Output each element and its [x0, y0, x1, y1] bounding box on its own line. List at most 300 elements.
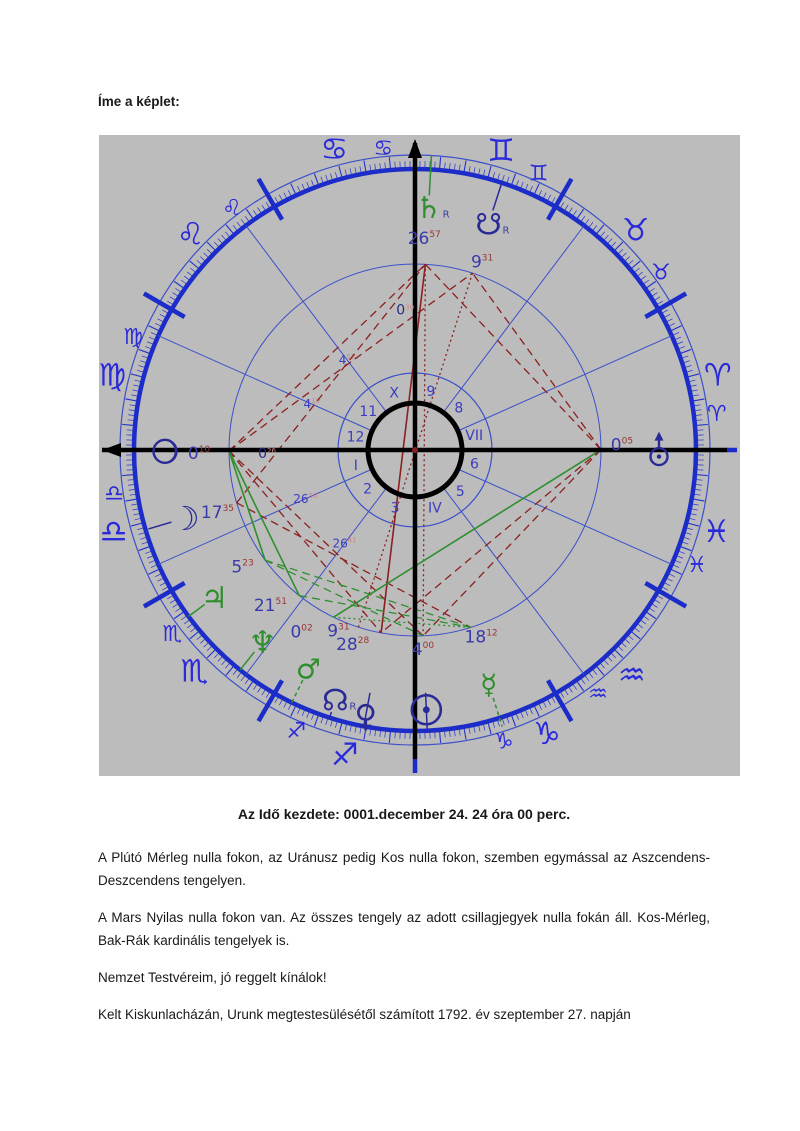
degree-tick [680, 349, 691, 353]
axis-degree-label: $0^{30}$ [396, 302, 415, 319]
degree-tick [170, 599, 176, 603]
degree-tick [525, 184, 528, 190]
planet-saturn-degree-label: $26^{57}$ [407, 229, 441, 250]
paragraph-mars-axes: A Mars Nyilas nulla fokon van. Az összes tengely az adott csillagjegyek nulla fokán áll. Kos-Mérleg, Bak-Rák kardinális tengelyek is. [98, 910, 710, 948]
degree-tick [173, 293, 179, 297]
cusp-degree-label: $4^{53}$ [338, 352, 356, 367]
degree-tick [618, 249, 623, 254]
degree-tick [539, 703, 542, 709]
degree-tick [687, 374, 699, 377]
degree-tick [139, 532, 146, 534]
document-body [98, 94, 710, 129]
degree-tick [682, 542, 689, 544]
degree-tick [149, 560, 155, 563]
degree-tick [321, 177, 323, 184]
aspect-pluto-jupiter [229, 451, 265, 560]
degree-tick [326, 718, 328, 725]
planet-mercury-glyph [480, 668, 497, 701]
aspect-pluto-saturn [229, 264, 425, 451]
degree-tick [157, 319, 163, 322]
degree-tick [569, 687, 573, 693]
degree-tick [149, 569, 160, 574]
degree-tick [676, 556, 682, 559]
degree-tick [197, 635, 202, 640]
planet-moon-symbol: ☽ [170, 499, 200, 539]
degree-tick [162, 310, 168, 313]
planet-neptune-degree-label: $21^{51}$ [253, 596, 287, 617]
degree-tick [682, 356, 689, 358]
paragraph-pluto-uranus: A Plútó Mérleg nulla fokon, az Uránusz pedig Kos nulla fokon, szemben egymással az Aszcendens-Deszcendens tengelyen. [98, 850, 710, 888]
house-number-5: 5 [455, 483, 465, 500]
degree-tick [521, 711, 524, 717]
planet-north-node-degree-label: $9^{31}$ [327, 621, 350, 642]
degree-tick [611, 653, 616, 658]
planet-saturn-glyph [415, 191, 449, 226]
planet-venus-degree-label: $28^{28}$ [336, 635, 370, 656]
degree-tick [389, 731, 390, 743]
degree-tick [600, 663, 605, 668]
planet-mars-glyph [296, 652, 321, 685]
house-number-IV: IV [428, 500, 442, 517]
degree-tick [302, 184, 305, 190]
degree-tick [631, 631, 640, 639]
cusp-degree-label: $26^{50}$ [293, 491, 318, 506]
degree-tick [625, 639, 630, 644]
degree-tick [314, 174, 318, 185]
planet-south-node-degree-label: $9^{31}$ [470, 252, 494, 273]
degree-tick [339, 722, 342, 734]
retrograde-marker: R [442, 209, 450, 221]
degree-tick [607, 239, 612, 244]
degree-tick [511, 174, 515, 185]
degree-tick [560, 692, 564, 698]
intro-text: Íme a képlet: [98, 94, 180, 109]
degree-tick [288, 190, 291, 196]
degree-tick [488, 722, 491, 734]
degree-tick [530, 186, 533, 192]
degree-tick [621, 642, 626, 647]
degree-tick [311, 713, 314, 720]
degree-tick [664, 314, 670, 317]
degree-tick [618, 646, 623, 651]
degree-tick [262, 689, 266, 695]
degree-tick [297, 708, 300, 714]
degree-tick [680, 546, 691, 550]
degree-tick [637, 624, 643, 628]
degree-tick [207, 646, 212, 651]
degree-tick [157, 578, 163, 581]
zodiac-pisces-glyph: ♓ [686, 552, 707, 578]
degree-tick [184, 620, 190, 624]
aspect-uranus-south-node [472, 273, 601, 450]
degree-tick [147, 556, 153, 559]
zodiac-libra-icon: ♎ [99, 513, 128, 550]
degree-tick [516, 180, 519, 187]
degree-tick [214, 653, 219, 658]
cusp-degree-label: $4^{10}$ [303, 397, 321, 412]
degree-tick [139, 366, 146, 368]
degree-tick [585, 675, 589, 681]
house-number-2: 2 [363, 481, 373, 498]
degree-tick [640, 620, 646, 624]
degree-tick [511, 715, 515, 726]
degree-tick [640, 276, 646, 280]
degree-tick [214, 242, 219, 247]
zodiac-aquarius-glyph: ♒ [588, 681, 608, 707]
degree-tick [581, 678, 585, 684]
planet-mercury-symbol: ☿ [480, 667, 498, 701]
degree-tick [654, 599, 660, 603]
degree-tick [279, 699, 282, 705]
degree-tick [683, 361, 690, 363]
degree-tick [140, 361, 147, 363]
degree-tick [245, 216, 249, 222]
degree-tick [204, 642, 209, 647]
degree-tick [175, 608, 181, 612]
degree-tick [125, 399, 137, 401]
degree-tick [174, 281, 184, 288]
natal-chart-image [99, 135, 740, 776]
degree-tick [175, 288, 181, 292]
degree-tick [521, 182, 524, 188]
degree-tick [326, 175, 328, 182]
zodiac-capricorn-icon: ♑ [532, 715, 561, 752]
degree-tick [654, 297, 660, 301]
planet-mercury-degree-label: $18^{12}$ [464, 627, 498, 648]
aspect-jupiter-mercury [265, 560, 471, 627]
house-number-3: 3 [390, 500, 400, 517]
retrograde-marker: R [349, 701, 357, 713]
mc-arrowhead [408, 139, 422, 158]
degree-tick [222, 235, 227, 240]
degree-tick [122, 424, 134, 425]
degree-tick [507, 717, 509, 724]
degree-tick [440, 731, 441, 743]
degree-tick [225, 232, 230, 237]
degree-tick [207, 649, 215, 657]
degree-tick [569, 208, 573, 214]
zodiac-virgo-glyph: ♍ [123, 325, 144, 351]
degree-tick [174, 612, 184, 619]
degree-tick [507, 177, 509, 184]
degree-tick [631, 261, 640, 269]
degree-tick [197, 260, 202, 265]
degree-tick [497, 720, 499, 727]
degree-tick [245, 678, 249, 684]
zodiac-aries-glyph: ♈ [706, 401, 727, 427]
zodiac-scorpio-glyph: ♏ [162, 621, 183, 647]
planet-north-node-glyph [322, 683, 356, 718]
degree-tick [233, 225, 237, 230]
degree-tick [160, 582, 166, 585]
degree-tick [288, 703, 291, 709]
degree-tick [140, 537, 147, 539]
degree-tick [125, 499, 137, 501]
planet-uranus-degree-label: $0^{05}$ [610, 435, 634, 456]
degree-tick [226, 666, 234, 675]
degree-tick [675, 560, 681, 563]
degree-tick [145, 346, 152, 349]
degree-tick [678, 551, 685, 554]
aspect-uranus-sun [423, 450, 601, 636]
degree-tick [625, 257, 630, 262]
degree-tick [696, 475, 708, 476]
degree-tick [181, 280, 187, 284]
degree-tick [311, 180, 314, 187]
degree-tick [291, 184, 296, 195]
degree-tick [464, 728, 466, 740]
degree-tick [297, 186, 300, 192]
planet-moon-glyph [170, 499, 200, 538]
degree-tick [564, 689, 568, 695]
center-dot [412, 447, 418, 453]
degree-tick [573, 684, 577, 690]
degree-tick [643, 616, 649, 620]
planet-moon-pointer [148, 522, 171, 529]
degree-tick [167, 595, 173, 599]
house-number-I: I [353, 457, 358, 474]
degree-tick [693, 499, 705, 501]
degree-tick [200, 257, 205, 262]
degree-tick [145, 551, 152, 554]
planet-south-node-pointer [493, 183, 502, 211]
degree-tick [543, 192, 546, 198]
degree-tick [646, 612, 656, 619]
planet-venus-glyph [354, 699, 377, 735]
zodiac-gemini-icon: ♊ [487, 135, 515, 170]
degree-tick [596, 225, 604, 234]
degree-tick [237, 222, 241, 228]
degree-tick [502, 718, 504, 725]
degree-tick [592, 669, 596, 674]
degree-tick [666, 578, 672, 581]
planet-mars-degree-label: $0^{02}$ [290, 622, 313, 643]
degree-tick [600, 232, 605, 237]
planet-moon-degree-label: $17^{35}$ [200, 502, 235, 523]
degree-tick [307, 711, 310, 717]
degree-tick [547, 699, 550, 705]
degree-tick [181, 616, 187, 620]
house-number-11: 11 [359, 403, 378, 420]
degree-tick [364, 160, 366, 172]
degree-tick [581, 216, 585, 222]
degree-tick [147, 342, 153, 345]
degree-tick [607, 656, 612, 661]
degree-tick [652, 604, 658, 608]
degree-tick [671, 569, 682, 574]
degree-tick [218, 656, 223, 661]
degree-tick [573, 210, 577, 216]
degree-tick [302, 710, 305, 716]
zodiac-leo-glyph: ♌ [222, 196, 242, 222]
zodiac-leo-icon: ♌ [176, 216, 205, 253]
degree-tick [564, 205, 568, 211]
asc-arrowhead [102, 443, 121, 457]
degree-tick [246, 681, 253, 691]
natal-chart-svg [99, 135, 740, 776]
degree-tick [275, 697, 278, 703]
degree-tick [539, 190, 542, 196]
planet-jupiter-symbol: ♃ [200, 581, 228, 617]
degree-tick [222, 660, 227, 665]
degree-tick [253, 210, 257, 216]
degree-tick [162, 587, 168, 590]
degree-tick [673, 332, 679, 335]
degree-tick [225, 663, 230, 668]
degree-tick [676, 342, 682, 345]
degree-tick [331, 174, 333, 181]
zodiac-aquarius-icon: ♒ [617, 657, 646, 694]
degree-tick [662, 310, 668, 313]
house-number-12: 12 [346, 429, 365, 446]
degree-tick [502, 175, 504, 182]
degree-tick [173, 604, 179, 608]
degree-tick [151, 565, 157, 568]
axis-degree-label: $0^{26}$ [258, 446, 276, 463]
degree-tick [187, 624, 193, 628]
degree-tick [160, 314, 166, 317]
planet-south-node-glyph [475, 207, 509, 242]
degree-tick [279, 195, 282, 201]
axis-degree-labels [258, 302, 414, 462]
degree-tick [552, 197, 555, 203]
degree-tick [664, 582, 670, 585]
planet-pluto-degree-label: $0^{10}$ [187, 444, 211, 465]
zodiac-libra-glyph: ♎ [104, 481, 124, 507]
zodiac-taurus-glyph: ♉ [651, 260, 671, 286]
sun-dot [423, 706, 430, 713]
cusp-degree-label: $26^{41}$ [332, 536, 357, 551]
degree-tick [634, 627, 639, 631]
degree-tick [649, 288, 655, 292]
degree-tick [275, 197, 278, 203]
degree-tick [284, 192, 287, 198]
degree-tick [226, 225, 234, 234]
degree-tick [167, 301, 173, 305]
degree-tick [685, 366, 692, 368]
aspect-pluto-south-node [229, 273, 472, 451]
degree-tick [628, 635, 633, 640]
planet-venus-symbol: ♀ [354, 698, 378, 735]
degree-tick [662, 587, 668, 590]
degree-tick [284, 701, 287, 707]
degree-tick [687, 523, 699, 526]
degree-tick [241, 675, 245, 681]
degree-tick [657, 301, 663, 305]
uranus-dot [657, 454, 661, 458]
degree-tick [131, 523, 143, 526]
degree-tick [628, 260, 633, 265]
planet-south-node-symbol: ☋ [475, 207, 502, 243]
degree-tick [253, 684, 257, 690]
uranus-arrowhead [654, 432, 663, 441]
degree-tick [649, 608, 655, 612]
degree-tick [552, 697, 555, 703]
degree-tick [266, 692, 270, 698]
degree-tick [671, 326, 682, 331]
degree-tick [258, 687, 262, 693]
degree-tick [262, 205, 266, 211]
planet-north-node-symbol: ☊ [322, 683, 349, 719]
zodiac-gemini-glyph: ♊ [528, 161, 549, 187]
house-number-8: 8 [454, 400, 464, 417]
degree-tick [673, 565, 679, 568]
zodiac-cancer-glyph: ♋ [373, 136, 394, 162]
degree-tick [339, 166, 342, 178]
degree-tick [637, 272, 643, 276]
planet-jupiter-glyph [201, 581, 228, 616]
degree-tick [683, 537, 690, 539]
degree-tick [207, 242, 215, 250]
degree-tick [291, 706, 296, 717]
planet-mercury-pointer [493, 698, 502, 727]
zodiac-aries-icon: ♈ [703, 357, 732, 394]
degree-tick [643, 280, 649, 284]
degree-tick [149, 337, 155, 340]
degree-tick [142, 542, 149, 544]
degree-tick [266, 202, 270, 208]
degree-tick [184, 276, 190, 280]
house-number-X: X [389, 385, 399, 402]
planet-sun-degree-label: $4^{00}$ [411, 639, 435, 660]
degree-tick [314, 715, 318, 726]
degree-tick [577, 209, 584, 219]
zodiac-cancer-icon: ♋ [320, 135, 349, 168]
degree-tick [142, 356, 149, 358]
zodiac-capricorn-glyph: ♑ [494, 729, 514, 755]
zodiac-virgo-icon: ♍ [99, 357, 127, 394]
degree-tick [668, 574, 674, 577]
house-number-6: 6 [469, 456, 479, 473]
paragraph-dateline: Kelt Kiskunlacházán, Urunk megtestesülésétől számított 1792. év szeptember 27. napján [98, 1007, 631, 1022]
degree-tick [611, 242, 616, 247]
zodiac-taurus-icon: ♉ [621, 212, 650, 249]
degree-tick [149, 326, 160, 331]
degree-tick [530, 708, 533, 714]
zodiac-pisces-icon: ♓ [702, 513, 731, 550]
planet-mars-symbol: ♂ [295, 652, 322, 686]
degree-tick [657, 595, 663, 599]
degree-tick [155, 574, 161, 577]
degree-tick [246, 209, 253, 219]
planet-jupiter-degree-label: $5^{23}$ [231, 557, 254, 578]
zodiac-scorpio-icon: ♏ [180, 653, 209, 690]
time-start-heading: Az Idő kezdete: 0001.december 24. 24 óra 00 perc. [237, 806, 571, 822]
planet-saturn-symbol: ♄ [415, 191, 443, 227]
degree-tick [589, 672, 593, 678]
degree-tick [585, 219, 589, 225]
degree-tick [604, 235, 609, 240]
degree-tick [592, 225, 596, 230]
retrograde-marker: R [502, 225, 510, 237]
zodiac-sagittarius-icon: ♐ [330, 737, 359, 774]
degree-tick [187, 272, 193, 276]
degree-tick [233, 669, 237, 674]
degree-tick [560, 202, 564, 208]
degree-tick [668, 323, 674, 326]
house-number-9: 9 [426, 384, 436, 401]
degree-tick [543, 701, 546, 707]
degree-tick [464, 160, 466, 172]
planet-neptune-glyph [249, 625, 277, 661]
degree-tick [621, 253, 626, 258]
degree-tick [652, 293, 658, 297]
house-number-VII: VII [465, 428, 484, 445]
degree-tick [678, 346, 685, 349]
degree-tick [693, 399, 705, 401]
degree-tick [604, 660, 609, 665]
degree-tick [155, 323, 161, 326]
